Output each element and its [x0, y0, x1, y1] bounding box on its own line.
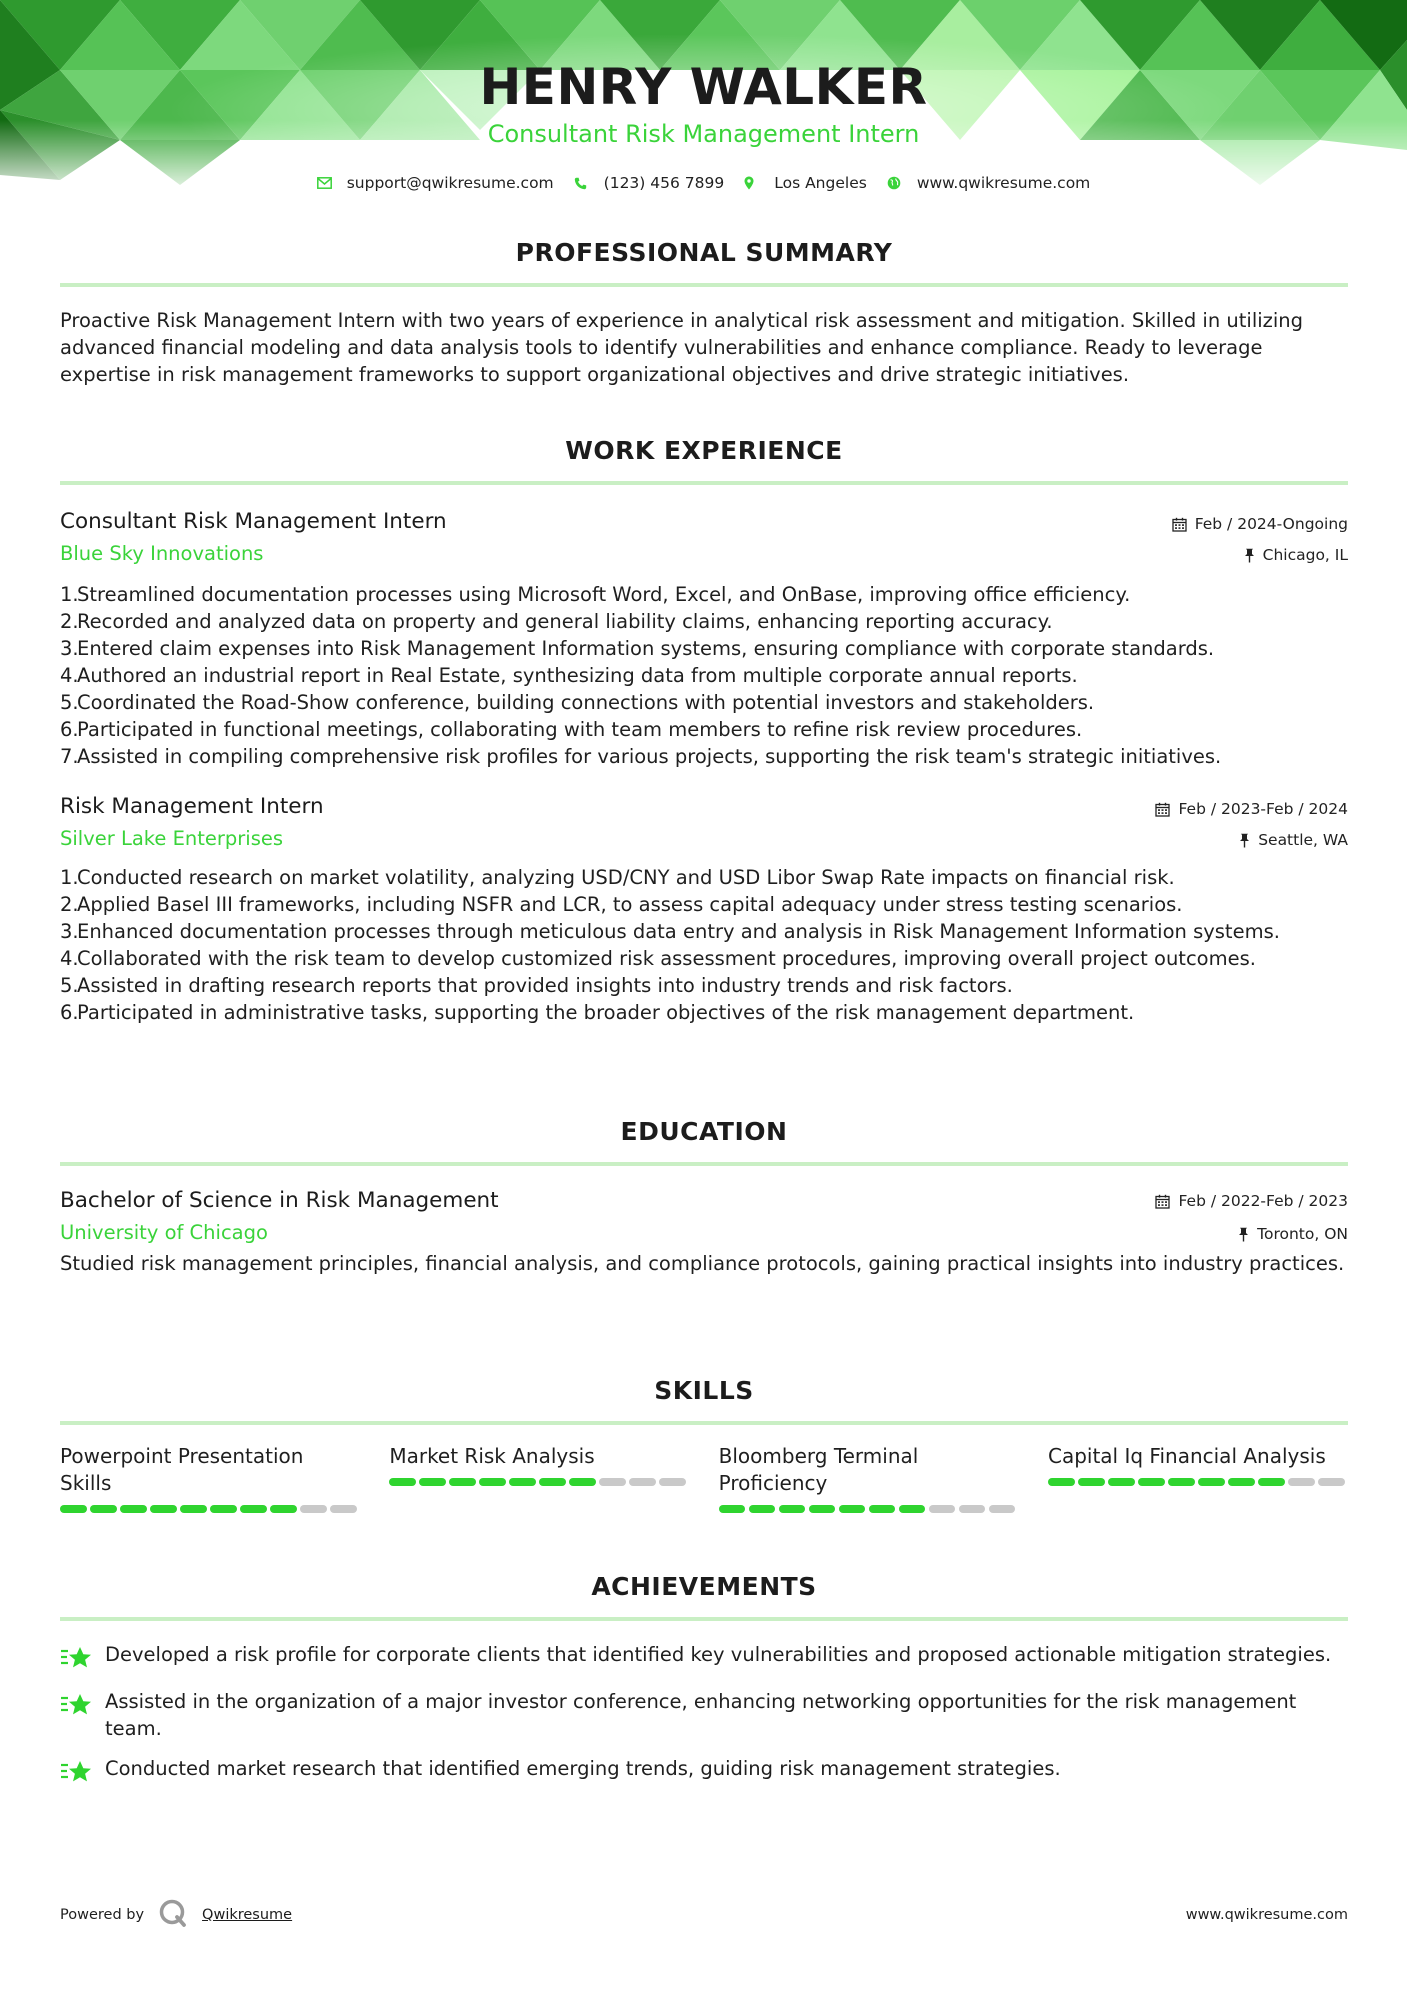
bullet-text: Participated in administrative tasks, supporting the broader objectives of the risk management department.	[77, 1001, 1135, 1024]
skill-level-bar	[60, 1505, 360, 1513]
skill-segment-filled	[1198, 1478, 1225, 1486]
skill-segment-filled	[1258, 1478, 1285, 1486]
achievements-section	[60, 1572, 1348, 1802]
skill-segment-filled	[1048, 1478, 1075, 1486]
skill-level-bar	[1048, 1478, 1348, 1486]
section-title-skills: SKILLS	[654, 1376, 754, 1405]
bullet-text: Recorded and analyzed data on property and general liability claims, enhancing reporting accuracy.	[77, 610, 1053, 633]
skills-list	[60, 1443, 1348, 1513]
pushpin-icon	[1238, 1227, 1249, 1242]
powered-by	[60, 1898, 292, 1932]
skill-item	[719, 1443, 1019, 1513]
star-badge-icon	[60, 1759, 94, 1789]
contact-phone-text: (123) 456 7899	[603, 174, 725, 192]
bullet-text: Enhanced documentation processes through meticulous data entry and analysis in Risk Management Information systems.	[77, 920, 1280, 943]
bullet-text: Applied Basel III frameworks, including NSFR and LCR, to assess capital adequacy under stress testing scenarios.	[77, 893, 1183, 916]
bullet-text: Collaborated with the risk team to develop customized risk assessment procedures, improving overall project outcomes.	[77, 947, 1256, 970]
skill-segment-empty	[959, 1505, 986, 1513]
calendar-icon	[1172, 517, 1187, 532]
section-divider	[60, 1162, 1348, 1166]
resume-header	[0, 0, 1407, 210]
skill-segment-filled	[869, 1505, 896, 1513]
map-pin-icon	[744, 176, 760, 190]
skill-segment-filled	[60, 1505, 87, 1513]
phone-icon	[574, 177, 590, 190]
skill-segment-filled	[1168, 1478, 1195, 1486]
job-location	[1239, 831, 1348, 849]
education-description: Studied risk management principles, financial analysis, and compliance protocols, gaining practical insights into industry practices.	[60, 1252, 1345, 1275]
skill-level-bar	[719, 1505, 1019, 1513]
job-dates-text: Feb / 2024-Ongoing	[1194, 515, 1348, 533]
achievement-item	[60, 1688, 1348, 1742]
bullet-item	[60, 608, 1348, 635]
skill-segment-filled	[779, 1505, 806, 1513]
bullet-item	[60, 581, 1348, 608]
contact-email[interactable]	[317, 174, 554, 192]
bullet-number: 2.	[60, 610, 79, 633]
skill-segment-filled	[1138, 1478, 1165, 1486]
bullet-number: 4.	[60, 947, 79, 970]
skill-segment-filled	[899, 1505, 926, 1513]
skill-segment-filled	[569, 1478, 596, 1486]
skill-segment-filled	[749, 1505, 776, 1513]
education-location	[1238, 1225, 1348, 1243]
contact-location-text: Los Angeles	[774, 174, 867, 192]
pushpin-icon	[1239, 833, 1250, 848]
candidate-name: HENRY WALKER	[479, 58, 928, 116]
bullet-item	[60, 864, 1348, 891]
bullet-text: Authored an industrial report in Real Estate, synthesizing data from multiple corporate annual reports.	[77, 664, 1078, 687]
bullet-text: Entered claim expenses into Risk Management Information systems, ensuring compliance with corporate standards.	[77, 637, 1215, 660]
powered-by-label: Powered by	[60, 1907, 145, 1923]
footer-website[interactable]: www.qwikresume.com	[1185, 1907, 1348, 1923]
skill-segment-filled	[150, 1505, 177, 1513]
bullet-number: 6.	[60, 718, 79, 741]
skill-segment-filled	[180, 1505, 207, 1513]
calendar-icon	[1155, 802, 1170, 817]
contact-website[interactable]	[887, 174, 1090, 192]
bullet-text: Assisted in compiling comprehensive risk profiles for various projects, supporting the risk team's strategic initiatives.	[77, 745, 1222, 768]
qwikresume-link[interactable]: Qwikresume	[202, 1907, 293, 1923]
achievement-item	[60, 1641, 1348, 1675]
bullet-number: 1.	[60, 866, 79, 889]
skill-segment-filled	[449, 1478, 476, 1486]
bullet-number: 6.	[60, 1001, 79, 1024]
footer	[60, 1898, 1348, 1932]
bullet-item	[60, 662, 1348, 689]
achievement-text: Conducted market research that identified emerging trends, guiding risk management strategies.	[105, 1757, 1061, 1780]
contact-email-text: support@qwikresume.com	[346, 174, 554, 192]
skill-segment-filled	[210, 1505, 237, 1513]
bullet-text: Participated in functional meetings, collaborating with team members to refine risk review procedures.	[77, 718, 1083, 741]
skill-segment-filled	[90, 1505, 117, 1513]
contact-bar	[0, 174, 1407, 192]
summary-section	[60, 238, 1348, 388]
bullet-item	[60, 689, 1348, 716]
skill-segment-filled	[120, 1505, 147, 1513]
section-title-experience: WORK EXPERIENCE	[565, 436, 843, 465]
bullet-number: 5.	[60, 974, 79, 997]
skill-item	[1048, 1443, 1348, 1513]
job-dates-text: Feb / 2023-Feb / 2024	[1178, 800, 1348, 818]
company-name: Silver Lake Enterprises	[60, 827, 284, 850]
skill-name: Powerpoint Presentation Skills	[60, 1444, 304, 1495]
education-entry	[60, 1188, 1348, 1277]
skill-segment-empty	[599, 1478, 626, 1486]
skill-level-bar	[389, 1478, 689, 1486]
education-location-text: Toronto, ON	[1257, 1225, 1348, 1243]
summary-text: Proactive Risk Management Intern with two years of experience in analytical risk assessment and mitigation. Skilled in utilizing advanced financial modeling and data analysis tools to identify vulnerabilities and enhance compliance. Ready to leverage expertise in risk management frameworks to support organizational objectives and drive strategic initiatives.	[60, 309, 1304, 386]
skill-name: Market Risk Analysis	[389, 1444, 595, 1468]
job-location-text: Chicago, IL	[1262, 546, 1348, 564]
skills-section	[60, 1376, 1348, 1513]
job-title: Risk Management Intern	[60, 794, 324, 819]
section-divider	[60, 481, 1348, 485]
skill-segment-filled	[240, 1505, 267, 1513]
bullet-number: 1.	[60, 583, 79, 606]
skill-segment-empty	[300, 1505, 327, 1513]
bullet-number: 4.	[60, 664, 79, 687]
pushpin-icon	[1244, 548, 1255, 563]
skill-segment-filled	[539, 1478, 566, 1486]
skill-segment-filled	[479, 1478, 506, 1486]
school-name: University of Chicago	[60, 1221, 268, 1244]
achievement-text: Developed a risk profile for corporate clients that identified key vulnerabilities and proposed actionable mitigation strategies.	[105, 1643, 1332, 1666]
globe-icon	[887, 176, 903, 190]
degree-title: Bachelor of Science in Risk Management	[60, 1188, 499, 1213]
skill-segment-empty	[929, 1505, 956, 1513]
calendar-icon	[1155, 1194, 1170, 1209]
company-name: Blue Sky Innovations	[60, 542, 264, 565]
bullet-number: 3.	[60, 637, 79, 660]
job-title: Consultant Risk Management Intern	[60, 509, 447, 534]
candidate-title: Consultant Risk Management Intern	[487, 120, 920, 148]
job-dates	[1155, 800, 1348, 818]
skill-name: Bloomberg Terminal Proficiency	[718, 1444, 919, 1495]
contact-website-text: www.qwikresume.com	[916, 174, 1091, 192]
bullet-number: 7.	[60, 745, 79, 768]
job-location-text: Seattle, WA	[1258, 831, 1348, 849]
bullet-text: Streamlined documentation processes using Microsoft Word, Excel, and OnBase, improving office efficiency.	[77, 583, 1131, 606]
achievement-item	[60, 1755, 1348, 1789]
bullet-text: Assisted in drafting research reports that provided insights into industry trends and risk factors.	[77, 974, 1013, 997]
skill-segment-filled	[809, 1505, 836, 1513]
envelope-icon	[317, 177, 333, 189]
skill-segment-empty	[659, 1478, 686, 1486]
bullet-item	[60, 972, 1348, 999]
skill-segment-filled	[419, 1478, 446, 1486]
bullet-number: 5.	[60, 691, 79, 714]
skill-segment-filled	[1078, 1478, 1105, 1486]
skill-segment-empty	[1318, 1478, 1345, 1486]
star-badge-icon	[60, 1645, 94, 1675]
skill-item	[60, 1443, 360, 1513]
experience-section	[60, 436, 1348, 1026]
skill-segment-filled	[719, 1505, 746, 1513]
achievement-text: Assisted in the organization of a major investor conference, enhancing networking opportunities for the risk management team.	[105, 1690, 1297, 1740]
skill-segment-filled	[1228, 1478, 1255, 1486]
bullet-text: Coordinated the Road-Show conference, building connections with potential investors and stakeholders.	[77, 691, 1095, 714]
bullet-item	[60, 716, 1348, 743]
qwikresume-logo-icon	[158, 1898, 188, 1932]
education-section	[60, 1117, 1348, 1277]
bullet-item	[60, 635, 1348, 662]
skill-segment-empty	[330, 1505, 357, 1513]
education-dates-text: Feb / 2022-Feb / 2023	[1178, 1192, 1348, 1210]
skill-segment-filled	[270, 1505, 297, 1513]
skill-segment-filled	[839, 1505, 866, 1513]
bullet-item	[60, 891, 1348, 918]
section-title-achievements: ACHIEVEMENTS	[591, 1572, 817, 1601]
education-dates	[1155, 1192, 1348, 1210]
skill-segment-empty	[989, 1505, 1016, 1513]
section-divider	[60, 1617, 1348, 1621]
skill-segment-filled	[509, 1478, 536, 1486]
job-location	[1244, 546, 1348, 564]
bullet-item	[60, 945, 1348, 972]
star-badge-icon	[60, 1692, 94, 1722]
section-title-summary: PROFESSIONAL SUMMARY	[515, 238, 893, 267]
job-bullets	[60, 581, 1348, 770]
bullet-item	[60, 918, 1348, 945]
skill-segment-empty	[1288, 1478, 1315, 1486]
skill-segment-filled	[1108, 1478, 1135, 1486]
job-dates	[1172, 515, 1348, 533]
section-title-education: EDUCATION	[620, 1117, 788, 1146]
skill-name: Capital Iq Financial Analysis	[1047, 1444, 1326, 1468]
section-divider	[60, 1421, 1348, 1425]
job-bullets	[60, 864, 1348, 1026]
achievements-list	[60, 1641, 1348, 1789]
contact-location	[744, 174, 867, 192]
bullet-text: Conducted research on market volatility, analyzing USD/CNY and USD Libor Swap Rate impacts on financial risk.	[77, 866, 1175, 889]
job-entry	[60, 509, 1348, 770]
skill-item	[389, 1443, 689, 1513]
bullet-number: 2.	[60, 893, 79, 916]
skill-segment-filled	[389, 1478, 416, 1486]
bullet-item	[60, 999, 1348, 1026]
section-divider	[60, 283, 1348, 287]
contact-phone[interactable]	[574, 174, 725, 192]
bullet-number: 3.	[60, 920, 79, 943]
skill-segment-empty	[629, 1478, 656, 1486]
job-entry	[60, 794, 1348, 1026]
bullet-item	[60, 743, 1348, 770]
